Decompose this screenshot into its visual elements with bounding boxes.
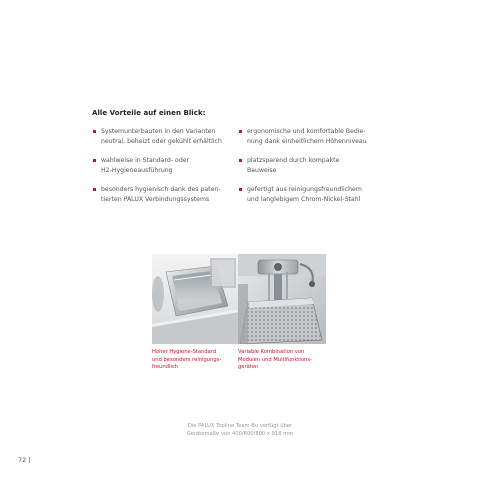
- caption-line: Hoher Hygiene-Standard: [152, 349, 217, 355]
- benefit-line: nung dank einheitlichem Höhenniveau: [247, 138, 367, 145]
- photo-caption: [152, 349, 236, 372]
- photo-multifunction-device: [238, 254, 326, 344]
- benefit-item: [247, 185, 382, 205]
- benefit-item: [101, 127, 236, 147]
- bullet-square-icon: [239, 159, 242, 162]
- photo-stainless-basket: [152, 254, 240, 344]
- benefit-line: wahlweise in Standard- oder: [101, 157, 190, 164]
- benefit-line: Systemunterbauten in den Varianten: [101, 128, 216, 135]
- benefit-item: [247, 156, 382, 176]
- caption-line: geräten: [238, 364, 259, 370]
- benefit-item: [101, 185, 236, 205]
- benefit-line: Bauweise: [247, 167, 277, 174]
- caption-line: freundlich: [152, 364, 178, 370]
- benefit-line: besonders hygienisch dank des paten-: [101, 186, 221, 193]
- bullet-square-icon: [93, 130, 96, 133]
- footnote-line: Die PALUX Topline Team-Bu verfügt über: [187, 423, 293, 429]
- footnote-line: Gerätemaße von 400/600/800 x 918 mm: [186, 431, 294, 437]
- dimensions-note: [150, 422, 330, 438]
- benefit-item: [101, 156, 236, 176]
- bullet-square-icon: [239, 130, 242, 133]
- bullet-square-icon: [93, 159, 96, 162]
- section-heading: Alle Vorteile auf einen Blick:: [92, 109, 206, 117]
- benefit-item: [247, 127, 382, 147]
- benefit-line: tierten PALUX Verbindungssystems: [101, 196, 210, 203]
- caption-line: Modulen und Multifunktions-: [238, 356, 312, 363]
- benefit-line: ergonomische und komfortable Bedie-: [247, 128, 366, 135]
- benefit-line: platzsparend durch kompakte: [247, 157, 340, 164]
- caption-line: Variable Kombination von: [238, 349, 305, 355]
- benefit-line: und langlebigem Chrom-Nickel-Stahl: [247, 196, 361, 203]
- page-number: 72 |: [18, 456, 31, 464]
- benefit-line: gefertigt aus reinigungsfreundlichem: [247, 186, 362, 193]
- bullet-square-icon: [93, 188, 96, 191]
- benefit-line: H2-Hygieneausführung: [101, 167, 173, 174]
- photo-caption: [238, 349, 322, 372]
- bullet-square-icon: [239, 188, 242, 191]
- caption-line: und besonders reinigungs-: [152, 356, 222, 363]
- benefit-line: neutral, beheizt oder gekühlt erhältlich: [101, 138, 222, 145]
